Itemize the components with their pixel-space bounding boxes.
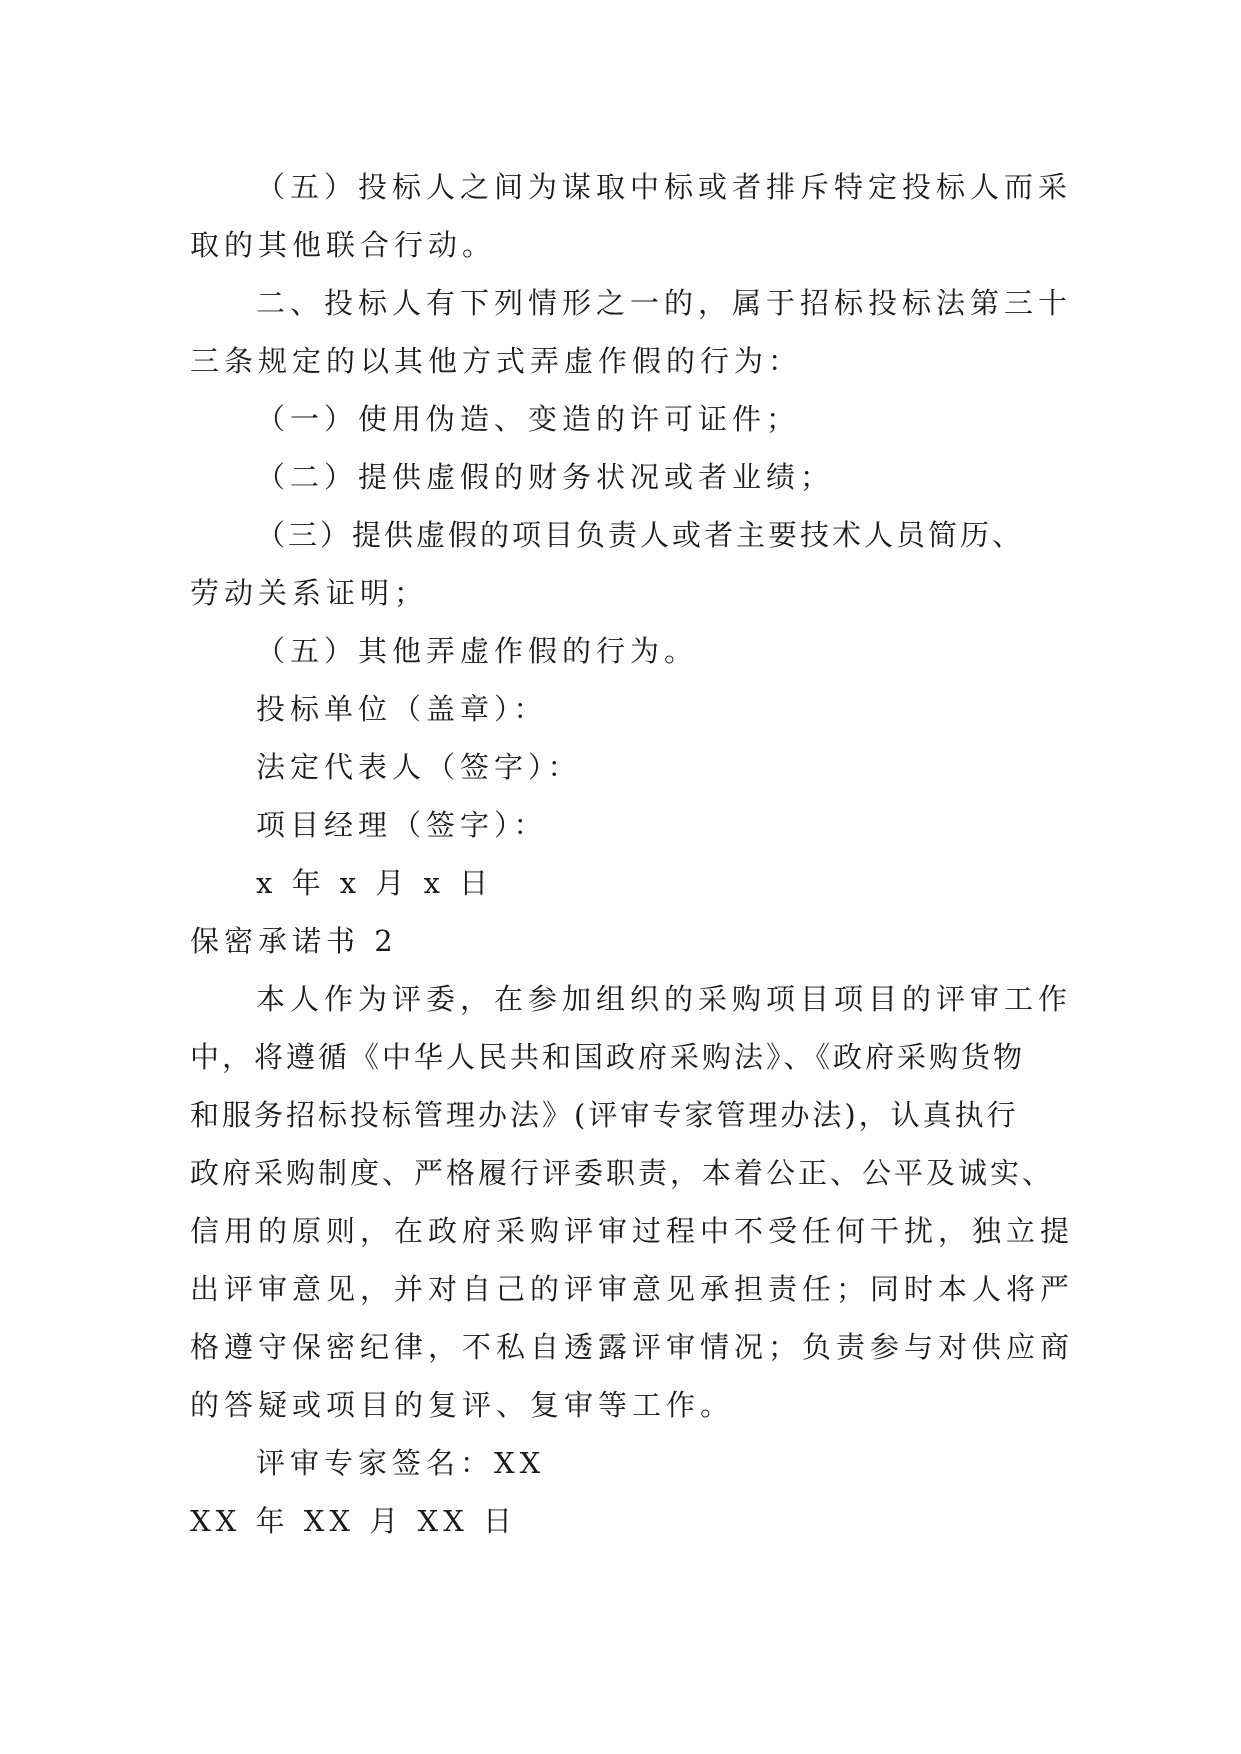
letter-body-line: 本人作为评委，在参加组织的采购项目项目的评审工作 bbox=[256, 982, 1073, 1016]
document-body bbox=[190, 158, 1075, 1550]
letter-body-line: 中，将遵循《中华人民共和国政府采购法》、《政府采购货物 bbox=[190, 1040, 1026, 1074]
expert-signature-label: 评审专家签名：XX bbox=[256, 1446, 546, 1480]
clause-5-line-2: 取的其他联合行动。 bbox=[190, 228, 497, 262]
bidder-unit-seal-label: 投标单位（盖章）： bbox=[256, 692, 548, 726]
letter-body-line: 政府采购制度、严格履行评委职责，本着公正、公平及诚实、 bbox=[190, 1156, 1055, 1190]
section-two-item-5: （五）其他弄虚作假的行为。 bbox=[256, 634, 699, 668]
signature-date: x 年 x 月 x 日 bbox=[256, 866, 494, 900]
letter-body-line: 的答疑或项目的复评、复审等工作。 bbox=[190, 1388, 735, 1422]
section-two-item-1: （一）使用伪造、变造的许可证件； bbox=[256, 402, 801, 436]
legal-representative-signature-label: 法定代表人（签字）： bbox=[256, 750, 582, 784]
section-two-item-2: （二）提供虚假的财务状况或者业绩； bbox=[256, 460, 835, 494]
clause-5-line-1: （五）投标人之间为谋取中标或者排斥特定投标人而采 bbox=[256, 170, 1073, 204]
section-two-item-3-line-2: 劳动关系证明； bbox=[190, 576, 429, 610]
section-two-heading-line-2: 三条规定的以其他方式弄虚作假的行为： bbox=[190, 344, 803, 378]
section-two-item-3-line-1: （三）提供虚假的项目负责人或者主要技术人员简历、 bbox=[256, 518, 1025, 552]
letter-body-line: 出评审意见，并对自己的评审意见承担责任；同时本人将严 bbox=[190, 1272, 1075, 1306]
confidentiality-letter-title: 保密承诺书 2 bbox=[190, 924, 398, 958]
letter-body-line: 格遵守保密纪律，不私自透露评审情况；负责参与对供应商 bbox=[190, 1330, 1075, 1364]
section-two-heading-line-1: 二、投标人有下列情形之一的，属于招标投标法第三十 bbox=[256, 286, 1073, 320]
project-manager-signature-label: 项目经理（签字）： bbox=[256, 808, 548, 842]
letter-date: XX 年 XX 月 XX 日 bbox=[190, 1504, 517, 1538]
letter-body-line: 信用的原则，在政府采购评审过程中不受任何干扰，独立提 bbox=[190, 1214, 1075, 1248]
letter-body-line: 和服务招标投标管理办法》(评审专家管理办法)，认真执行 bbox=[190, 1098, 1019, 1132]
